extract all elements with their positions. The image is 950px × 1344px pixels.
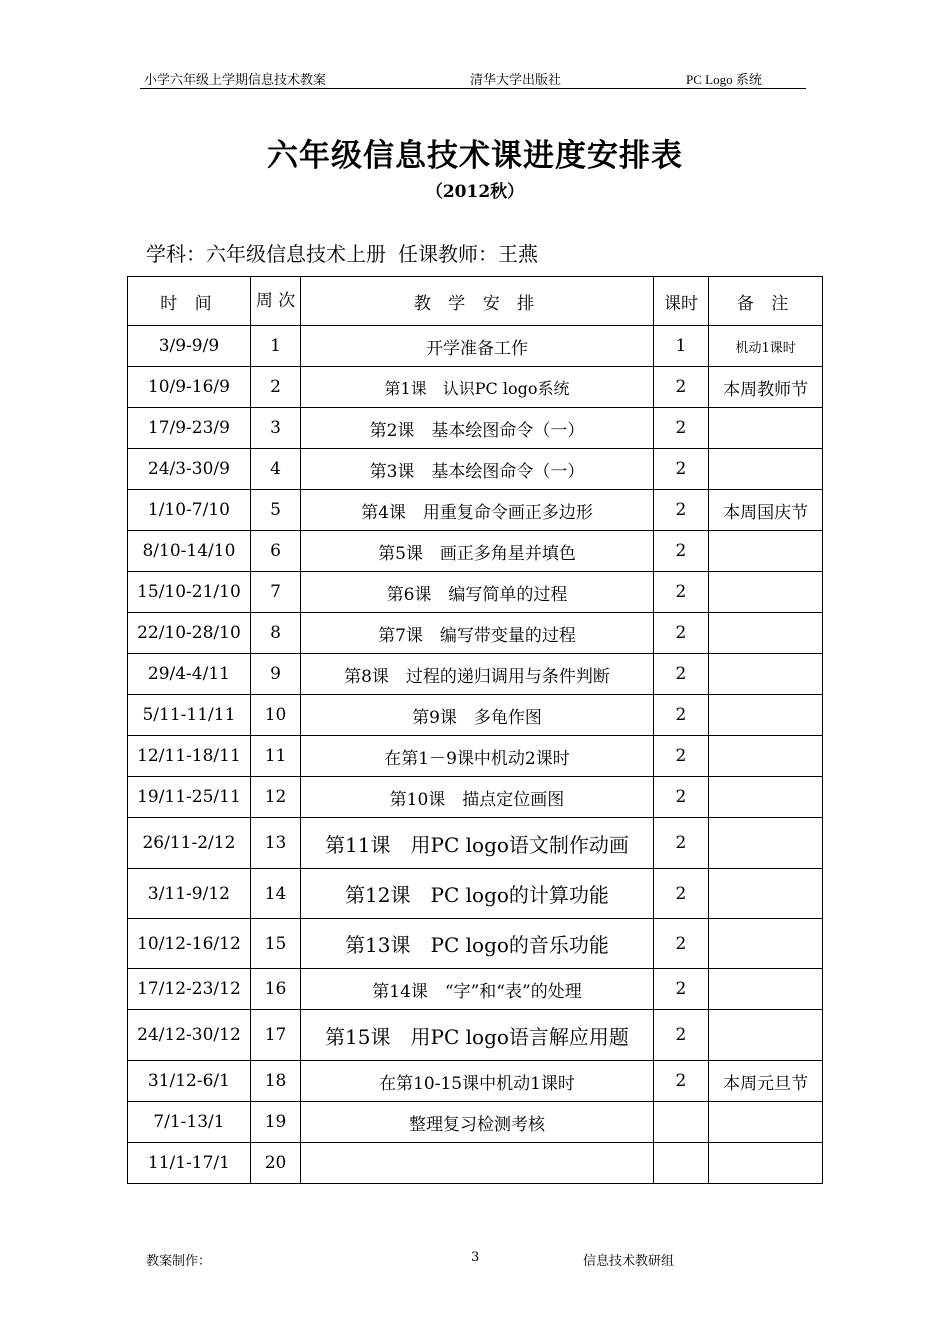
page-subtitle: （2012秋） [425,182,525,202]
cell-plan: 第8课 过程的递归调用与条件判断 [301,654,654,695]
cell-plan: 第14课 “字”和“表”的处理 [301,969,654,1010]
cell-hours: 2 [653,919,708,969]
cell-plan: 第6课 编写简单的过程 [301,572,654,613]
table-row [128,531,823,572]
cell-time: 10/12-16/12 [128,919,251,969]
table-header-row [128,277,823,326]
footer-group-name: 信息技术教研组 [583,1254,675,1269]
cell-time: 8/10-14/10 [128,531,251,572]
cell-note [709,449,823,490]
cell-hours: 2 [653,613,708,654]
cell-hours: 2 [653,818,708,869]
cell-hours: 2 [653,531,708,572]
cell-plan: 在第10-15课中机动1课时 [301,1061,654,1102]
table-row [128,367,823,408]
table-row [128,695,823,736]
cell-plan: 第12课 PC logo的计算功能 [301,869,654,919]
cell-week: 11 [250,736,300,777]
header-system-name: PC Logo 系统 [686,72,762,87]
cell-note [709,695,823,736]
cell-plan: 第13课 PC logo的音乐功能 [301,919,654,969]
cell-note [709,777,823,818]
cell-plan: 第7课 编写带变量的过程 [301,613,654,654]
cell-time: 17/12-23/12 [128,969,251,1010]
table-row [128,490,823,531]
cell-hours: 2 [653,869,708,919]
cell-week: 17 [250,1010,300,1061]
cell-hours: 2 [653,490,708,531]
cell-hours: 2 [653,408,708,449]
cell-time: 17/9-23/9 [128,408,251,449]
cell-plan: 开学准备工作 [301,326,654,367]
page-header [140,66,806,89]
cell-time: 19/11-25/11 [128,777,251,818]
course-info [146,238,538,267]
cell-time: 10/9-16/9 [128,367,251,408]
cell-week: 1 [250,326,300,367]
cell-week: 18 [250,1061,300,1102]
cell-note [709,613,823,654]
cell-hours [653,1102,708,1143]
cell-note [709,408,823,449]
cell-week: 16 [250,969,300,1010]
cell-time: 1/10-7/10 [128,490,251,531]
cell-hours: 2 [653,777,708,818]
cell-time: 26/11-2/12 [128,818,251,869]
cell-time: 15/10-21/10 [128,572,251,613]
table-row [128,449,823,490]
cell-time: 3/9-9/9 [128,326,251,367]
cell-week: 14 [250,869,300,919]
cell-plan: 第5课 画正多角星并填色 [301,531,654,572]
cell-note [709,1010,823,1061]
cell-note [709,654,823,695]
header-week: 周 次 [250,277,300,326]
table-row [128,818,823,869]
cell-note [709,572,823,613]
cell-note [709,919,823,969]
cell-note [709,818,823,869]
table-row [128,869,823,919]
teacher-label: 任课教师：王燕 [398,242,538,266]
cell-hours: 2 [653,449,708,490]
schedule-table [127,276,823,1184]
table-row [128,1061,823,1102]
cell-week: 15 [250,919,300,969]
cell-time: 31/12-6/1 [128,1061,251,1102]
table-row [128,613,823,654]
cell-week: 8 [250,613,300,654]
cell-plan: 第11课 用PC logo语文制作动画 [301,818,654,869]
cell-time: 3/11-9/12 [128,869,251,919]
header-time: 时 间 [128,277,251,326]
cell-note [709,736,823,777]
cell-note: 本周元旦节 [709,1061,823,1102]
table-row [128,777,823,818]
cell-time: 7/1-13/1 [128,1102,251,1143]
cell-hours: 2 [653,1010,708,1061]
cell-plan [301,1143,654,1184]
header-note: 备 注 [709,277,823,326]
cell-note [709,969,823,1010]
header-plan: 教 学 安 排 [301,277,654,326]
cell-hours: 2 [653,969,708,1010]
table-row [128,654,823,695]
cell-time: 29/4-4/11 [128,654,251,695]
cell-plan: 第1课 认识PC logo系统 [301,367,654,408]
cell-hours [653,1143,708,1184]
header-hours: 课时 [653,277,708,326]
subject-label: 学科：六年级信息技术上册 [146,242,386,266]
cell-time: 11/1-17/1 [128,1143,251,1184]
cell-time: 24/12-30/12 [128,1010,251,1061]
footer-page-number: 3 [471,1250,480,1265]
cell-hours: 2 [653,736,708,777]
table-row [128,1010,823,1061]
cell-time: 22/10-28/10 [128,613,251,654]
cell-note [709,869,823,919]
cell-hours: 2 [653,572,708,613]
cell-week: 7 [250,572,300,613]
cell-week: 6 [250,531,300,572]
cell-hours: 1 [653,326,708,367]
cell-plan: 在第1－9课中机动2课时 [301,736,654,777]
footer-author-label: 教案制作： [146,1254,212,1269]
cell-note [709,1102,823,1143]
cell-note: 机动1课时 [709,326,823,367]
cell-hours: 2 [653,654,708,695]
cell-week: 10 [250,695,300,736]
table-row [128,919,823,969]
cell-week: 20 [250,1143,300,1184]
cell-week: 19 [250,1102,300,1143]
table-row [128,1143,823,1184]
cell-time: 24/3-30/9 [128,449,251,490]
cell-week: 4 [250,449,300,490]
cell-plan: 第9课 多龟作图 [301,695,654,736]
cell-week: 12 [250,777,300,818]
cell-hours: 2 [653,367,708,408]
cell-week: 13 [250,818,300,869]
cell-plan: 第2课 基本绘图命令（一） [301,408,654,449]
table-row [128,1102,823,1143]
cell-week: 2 [250,367,300,408]
cell-plan: 整理复习检测考核 [301,1102,654,1143]
cell-time: 5/11-11/11 [128,695,251,736]
cell-week: 3 [250,408,300,449]
table-row [128,326,823,367]
header-course-title: 小学六年级上学期信息技术教案 [144,73,327,88]
table-row [128,572,823,613]
cell-note [709,531,823,572]
cell-plan: 第15课 用PC logo语言解应用题 [301,1010,654,1061]
cell-note [709,1143,823,1184]
table-row [128,969,823,1010]
cell-plan: 第10课 描点定位画图 [301,777,654,818]
cell-plan: 第4课 用重复命令画正多边形 [301,490,654,531]
table-row [128,736,823,777]
cell-plan: 第3课 基本绘图命令（一） [301,449,654,490]
page-title: 六年级信息技术课进度安排表 [267,138,683,174]
header-publisher: 清华大学出版社 [470,73,562,88]
cell-note: 本周国庆节 [709,490,823,531]
table-row [128,408,823,449]
cell-week: 5 [250,490,300,531]
cell-hours: 2 [653,1061,708,1102]
cell-note: 本周教师节 [709,367,823,408]
cell-week: 9 [250,654,300,695]
cell-hours: 2 [653,695,708,736]
cell-time: 12/11-18/11 [128,736,251,777]
